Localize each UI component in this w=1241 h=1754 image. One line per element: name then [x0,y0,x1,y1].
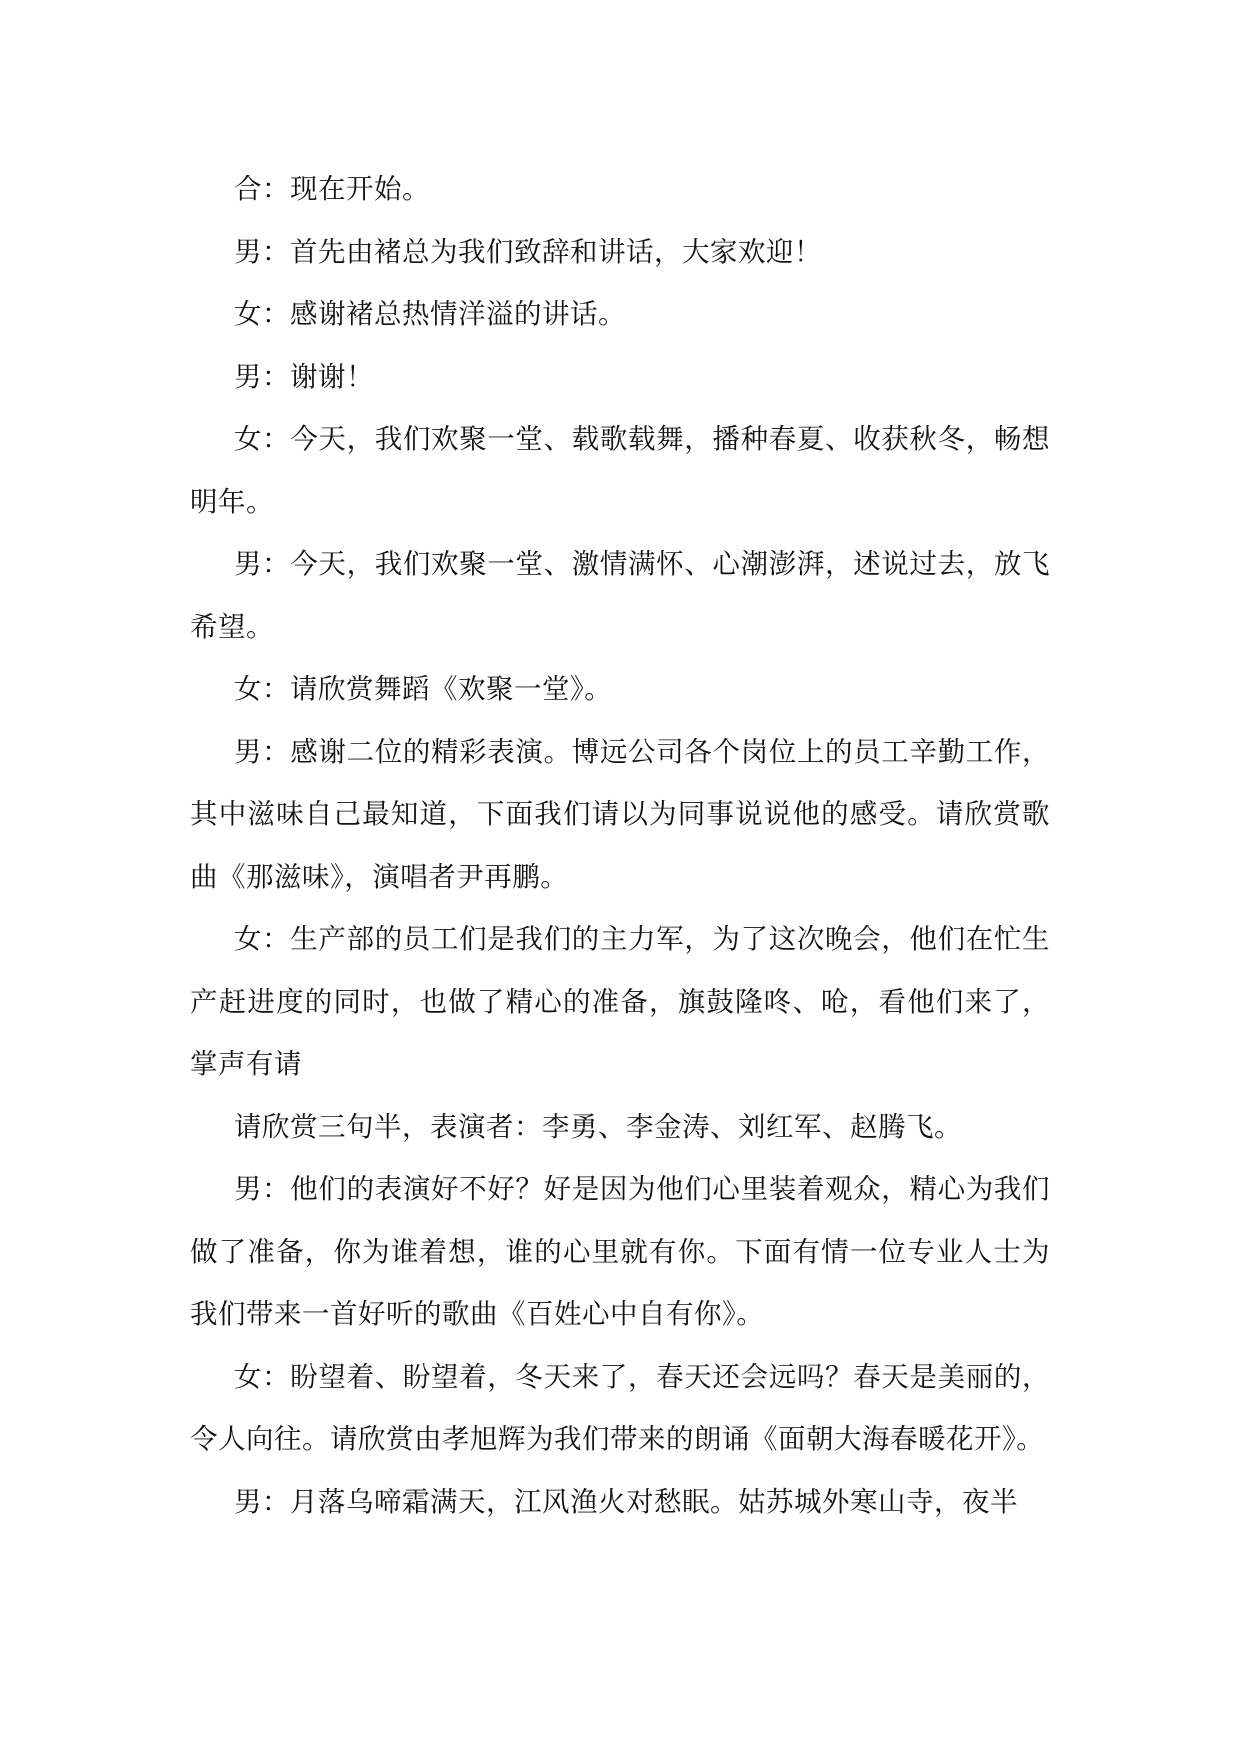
paragraph-thanks: 男：谢谢！ [234,360,374,393]
paragraph-dance: 女：请欣赏舞蹈《欢聚一堂》。 [234,673,613,705]
paragraph-production-team: 女：生产部的员工们是我们的主力军，为了这次晚会，他们在忙生产赶进度的同时，也做了精心的准备，旗鼓隆咚、呛，看他们来了，掌声有请 [190,923,1050,1080]
paragraph-sketch: 请欣赏三句半，表演者：李勇、李金涛、刘红军、赵腾飞。 [234,1110,962,1143]
paragraph-opening-speech: 男：首先由褚总为我们致辞和讲话，大家欢迎！ [234,235,822,268]
paragraph-thanks-speech: 女：感谢褚总热情洋溢的讲话。 [234,298,626,330]
document-body [190,158,1050,1533]
paragraph-start: 合：现在开始。 [234,173,430,205]
paragraph-gathering-female: 女：今天，我们欢聚一堂、载歌载舞，播种春夏、收获秋冬，畅想明年。 [190,423,1050,518]
paragraph-recitation: 女：盼望着、盼望着，冬天来了，春天还会远吗？春天是美丽的，令人向往。请欣赏由孝旭辉为我们带来的朗诵《面朝大海春暖花开》。 [190,1360,1050,1455]
paragraph-song-intro: 男：感谢二位的精彩表演。博远公司各个岗位上的员工辛勤工作，其中滋味自己最知道，下面我们请以为同事说说他的感受。请欣赏歌曲《那滋味》，演唱者尹再鹏。 [190,735,1050,893]
paragraph-poem: 男：月落乌啼霜满天，江风渔火对愁眠。姑苏城外寒山寺，夜半 [234,1485,1018,1518]
paragraph-gathering-male: 男：今天，我们欢聚一堂、激情满怀、心潮澎湃，述说过去，放飞希望。 [190,548,1050,643]
paragraph-performance: 男：他们的表演好不好？好是因为他们心里装着观众，精心为我们做了准备，你为谁着想，谁的心里就有你。下面有情一位专业人士为我们带来一首好听的歌曲《百姓心中自有你》。 [190,1173,1050,1330]
